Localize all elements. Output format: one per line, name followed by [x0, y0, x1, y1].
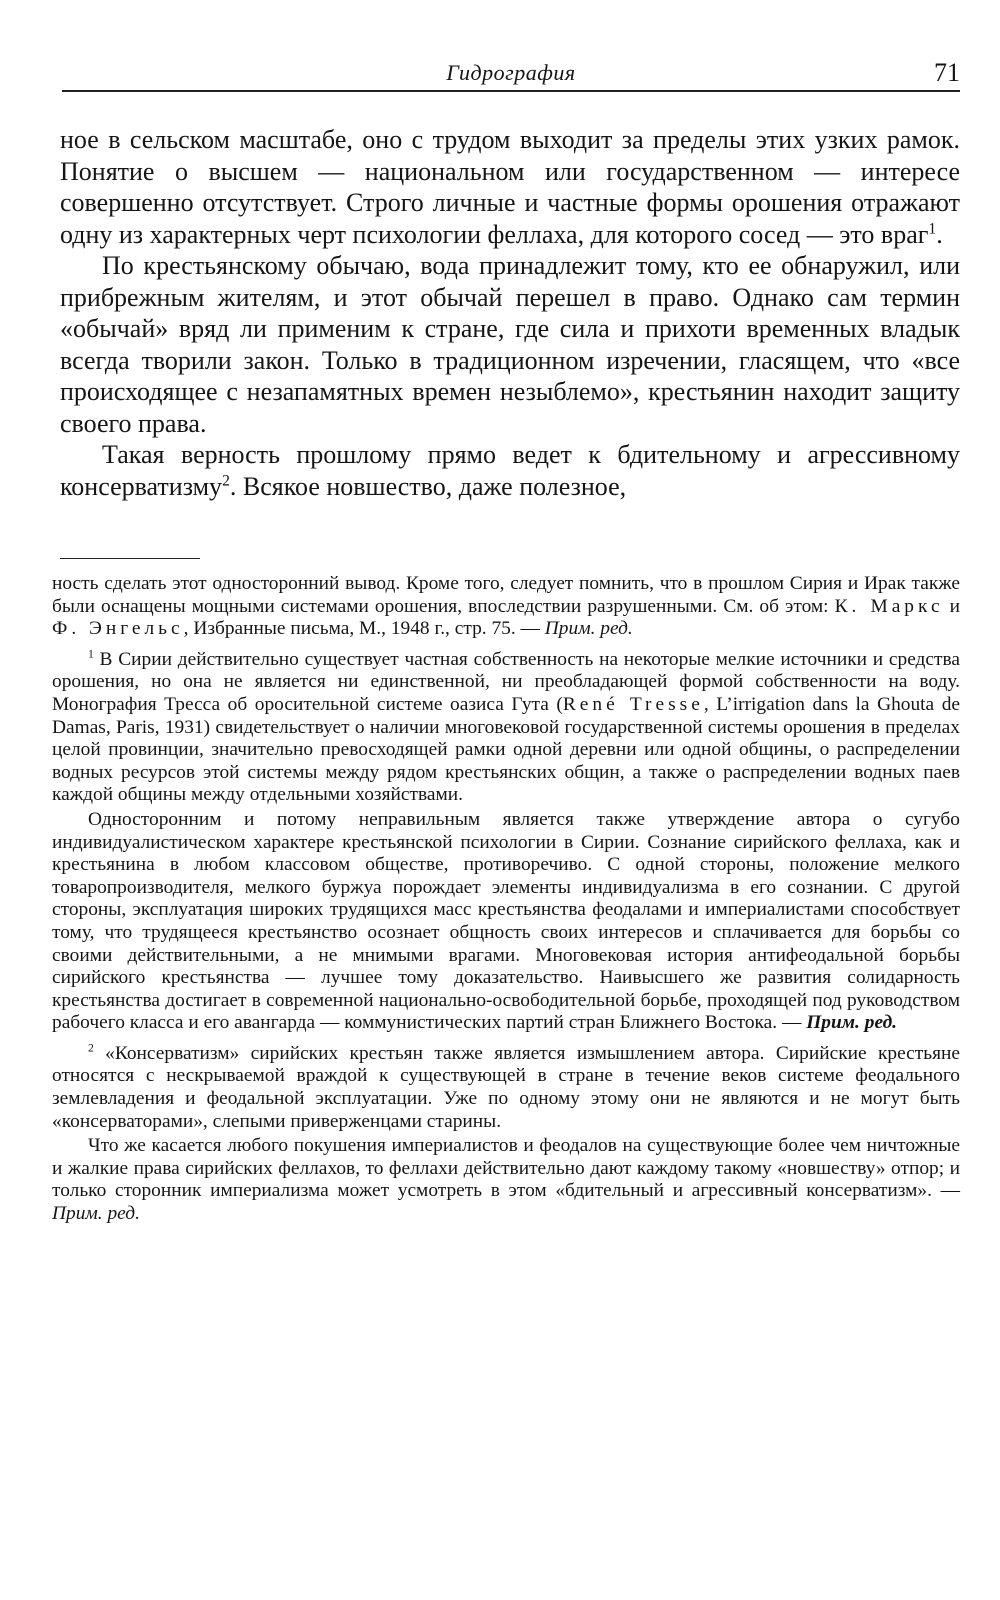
- editor-note: Прим. ред.: [544, 618, 633, 640]
- editor-note: Прим. ред.: [52, 1203, 140, 1225]
- paragraph-1: [60, 124, 960, 250]
- footnote-1-text-end: , L’irrigation dans la Ghouta de Damas, Paris, 1931) свидетельствует о наличии многовековой государственной системы орошения в пределах целой провинции, значительно превосходящей рамки одной деревни или одной общины, о распределении водных ресурсов этой системы между рядом крестьянских общин, а также о распределении водных паев каждой общины между отдельными хозяйствами.: [52, 693, 961, 806]
- paragraph-1-text: ное в сельском масштабе, оно с трудом выходит за пределы этих узких рамок. Понятие о высшем — национальном или государственном — интересе совершенно отсутствует. Строго личные и частные формы орошения отражают одну из характерных черт психологии феллаха, для которого сосед — это враг: [60, 125, 960, 249]
- author-engels: Ф. Энгельс: [52, 618, 184, 640]
- paragraph-3-end: . Всякое новшество, даже полезное,: [229, 471, 627, 501]
- footnote-continuation: [52, 573, 960, 641]
- running-title: Гидрография: [446, 60, 576, 85]
- running-header: [62, 58, 960, 92]
- footnote-2: [52, 1043, 960, 1133]
- footnote-2-text: «Консерватизм» сирийских крестьян также является измышлением автора. Сирийские крестьяне относятся с нескрываемой враждой к существующей в стране в течение веков системе феодального землевладения и феодальной эксплуатации. Уже по одному этому они не являются и не могут быть «консерваторами», слепыми приверженцами старины.: [52, 1042, 960, 1132]
- paragraph-3: [60, 439, 960, 502]
- paragraph-2: По крестьянскому обычаю, вода принадлежит тому, кто ее обнаружил, или прибрежным жителям, и этот обычай перешел в право. Однако сам термин «обычай» вряд ли применим к стране, где сила и прихоти временных владык всегда творили закон. Только в традиционном изречении, гласящем, что «все происходящее с незапамятных времен незыблемо», крестьянин находит защиту своего права.: [60, 251, 960, 438]
- paragraph-1-end: .: [936, 219, 943, 249]
- paragraph-3-text: Такая верность прошлому прямо ведет к бдительному и агрессивному консерватизму: [60, 440, 960, 501]
- footnote-ref-1: 1: [928, 219, 937, 237]
- page-number: 71: [934, 58, 960, 87]
- author-marx: К. Маркс: [834, 595, 944, 617]
- footnote-1-paragraph-2-text: Односторонним и потому неправильным является также утверждение автора о сугубо индивидуалистическом характере крестьянской психологии в Сирии. Сознание сирийского феллаха, как и крестьянина в любом классовом обществе, противоречиво. С одной стороны, положение мелкого товаропроизводителя, мелкого буржуа порождает элементы индивидуализма в его сознании. С другой стороны, эксплуатация широких трудящихся масс крестьянства феодалами и империалистами способствует тому, что трудящееся крестьянство осознает общность своих интересов и сплачивается для борьбы со своими действительными, а не мнимыми врагами. Многовековая история антифеодальной борьбы сирийского крестьянства — лучшее тому доказательство. Наивысшего же развития солидарность крестьянства достигает в современной национально-освободительной борьбе, проходящей под руководством рабочего класса и его авангарда — коммунистических партий стран Ближнего Востока. —: [52, 808, 960, 1034]
- footnote-1-mark: 1: [88, 647, 94, 661]
- footnote-1: [52, 649, 960, 807]
- footnote-separator: [60, 558, 200, 559]
- footnote-1-paragraph-2: [52, 809, 960, 1035]
- footnote-2-paragraph-2: [52, 1135, 960, 1225]
- footnote-ref-2: 2: [222, 471, 230, 489]
- footnote-2-mark: 2: [88, 1041, 94, 1055]
- conjunction: и: [943, 595, 960, 617]
- footnote-continuation-text: ность сделать этот односторонний вывод. Кроме того, следует помнить, что в прошлом Сирия и Ирак также были оснащены мощными системами орошения, впоследствии разрушенными. См. об этом:: [52, 573, 960, 617]
- footnote-2-paragraph-2-text: Что же касается любого покушения империалистов и феодалов на существующие более чем ничтожные и жалкие права сирийских феллахов, то феллахи действительно дают каждому такому «новшеству» отпор; и только сторонник империализма может усмотреть в этом «бдительный и агрессивный консерватизм». —: [52, 1135, 960, 1202]
- main-text: [60, 124, 960, 502]
- footnotes: [52, 573, 960, 1226]
- footnote-1-text: В Сирии действительно существует частная собственность на некоторые мелкие источники и средства орошения, но она не является ни единственной, ни преобладающей формой собственности на воду. Монография Тресса об оросительной системе оазиса Гута (: [52, 648, 960, 715]
- editor-note: Прим. ред.: [806, 1012, 898, 1034]
- author-tresse: René Tresse: [562, 693, 704, 715]
- citation-text: , Избранные письма, М., 1948 г., стр. 75. —: [183, 618, 545, 640]
